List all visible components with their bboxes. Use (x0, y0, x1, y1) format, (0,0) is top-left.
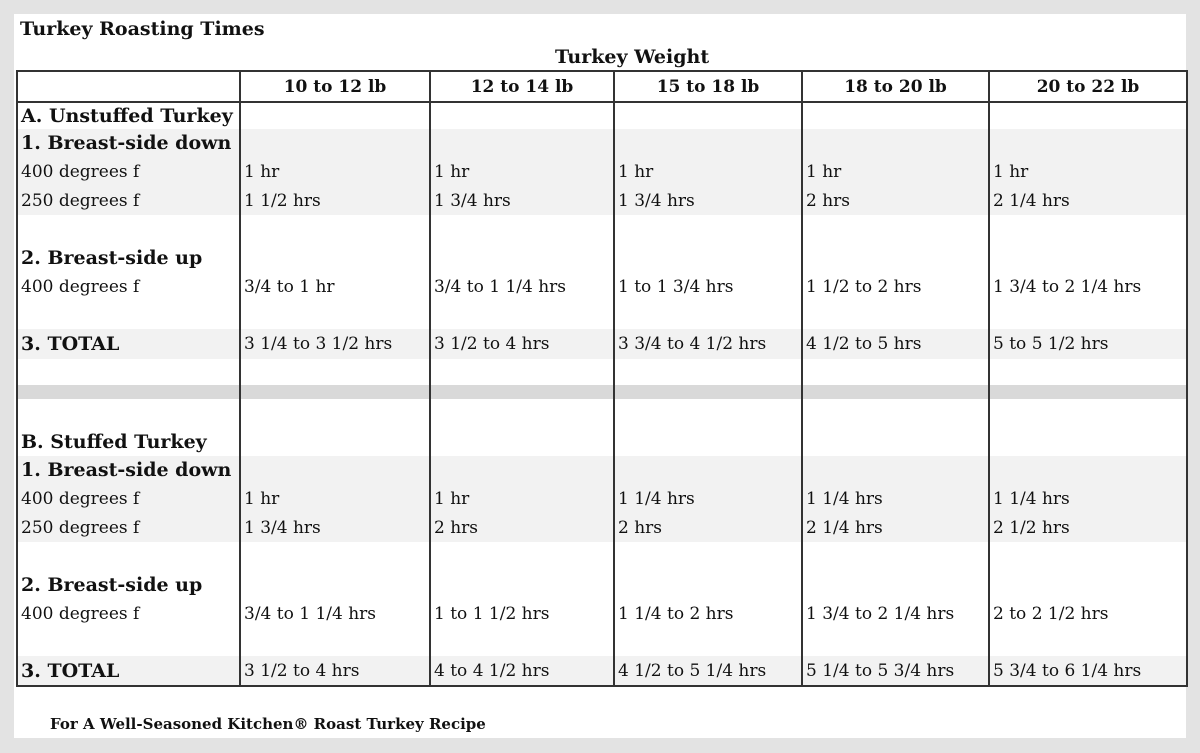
row-label: 400 degrees f (17, 484, 240, 513)
table-cell: 1 to 1 3/4 hrs (614, 272, 802, 302)
table-cell: 3/4 to 1 1/4 hrs (240, 599, 430, 629)
table-cell: 4 1/2 to 5 1/4 hrs (614, 656, 802, 686)
table-cell: 1 hr (802, 157, 989, 186)
table-cell: 4 1/2 to 5 hrs (802, 329, 989, 359)
section-title: B. Stuffed Turkey (21, 430, 207, 453)
total-label: 3. TOTAL (17, 656, 240, 686)
footer-note: For A Well-Seasoned Kitchen® Roast Turkey Recipe (50, 715, 486, 733)
table-row (17, 157, 1187, 186)
subsection-label: 2. Breast-side up (21, 574, 203, 596)
row-label: 400 degrees f (21, 277, 140, 297)
header-corner (17, 71, 240, 102)
total-row (17, 329, 1187, 359)
column-header: 12 to 14 lb (430, 71, 614, 102)
table-cell: 1 3/4 to 2 1/4 hrs (802, 599, 989, 629)
column-header: 18 to 20 lb (802, 71, 989, 102)
subsection-row (17, 571, 1187, 599)
table-cell: 2 to 2 1/2 hrs (989, 599, 1187, 629)
subsection-label: 1. Breast-side down (17, 456, 240, 484)
section-title: A. Unstuffed Turkey (21, 105, 233, 127)
table-cell: 1 1/4 to 2 hrs (614, 599, 802, 629)
column-header: 15 to 18 lb (614, 71, 802, 102)
table-cell: 1 hr (430, 157, 614, 186)
subsection-row (17, 129, 1187, 157)
row-label: 250 degrees f (17, 513, 240, 542)
table-cell: 1 hr (430, 484, 614, 513)
page-title: Turkey Roasting Times (20, 18, 265, 40)
table-cell: 2 hrs (802, 186, 989, 215)
table-cell: 5 3/4 to 6 1/4 hrs (989, 656, 1187, 686)
table-cell: 2 hrs (430, 513, 614, 542)
table-row (17, 484, 1187, 513)
table-row (17, 513, 1187, 542)
spacer-row (17, 629, 1187, 656)
table-cell: 1 1/4 hrs (989, 484, 1187, 513)
table-cell: 1 1/2 to 2 hrs (802, 272, 989, 302)
subsection-label: 1. Breast-side down (17, 129, 240, 157)
section-divider (17, 385, 1187, 399)
row-label: 400 degrees f (17, 157, 240, 186)
table-cell: 5 1/4 to 5 3/4 hrs (802, 656, 989, 686)
table-cell: 1 hr (614, 157, 802, 186)
spacer-row (17, 399, 1187, 427)
table-cell: 3 1/2 to 4 hrs (240, 656, 430, 686)
table-cell: 1 1/4 hrs (614, 484, 802, 513)
subsection-row (17, 456, 1187, 484)
table-cell: 3 1/4 to 3 1/2 hrs (240, 329, 430, 359)
section-title-row (17, 427, 1187, 456)
spacer-row (17, 215, 1187, 244)
row-label: 400 degrees f (21, 604, 140, 624)
table-cell: 2 1/2 hrs (989, 513, 1187, 542)
table-cell: 3/4 to 1 1/4 hrs (430, 272, 614, 302)
table-cell: 1 3/4 hrs (614, 186, 802, 215)
roasting-times-table (16, 70, 1188, 687)
table-cell: 1 hr (989, 157, 1187, 186)
subsection-label: 2. Breast-side up (21, 247, 203, 269)
table-cell: 1 3/4 hrs (240, 513, 430, 542)
table-row (17, 186, 1187, 215)
table-cell: 1 1/4 hrs (802, 484, 989, 513)
table-cell: 1 to 1 1/2 hrs (430, 599, 614, 629)
column-header: 20 to 22 lb (989, 71, 1187, 102)
total-row (17, 656, 1187, 686)
table-row (17, 599, 1187, 629)
table-cell: 2 hrs (614, 513, 802, 542)
table-row (17, 272, 1187, 302)
table-cell: 5 to 5 1/2 hrs (989, 329, 1187, 359)
spacer-row (17, 542, 1187, 571)
subsection-row (17, 244, 1187, 272)
table-cell: 1 3/4 hrs (430, 186, 614, 215)
table-cell: 1 hr (240, 157, 430, 186)
section-title-row (17, 102, 1187, 129)
weight-group-header: Turkey Weight (555, 46, 710, 68)
table-cell: 3 1/2 to 4 hrs (430, 329, 614, 359)
row-label: 250 degrees f (17, 186, 240, 215)
table-cell: 1 1/2 hrs (240, 186, 430, 215)
spacer-row (17, 359, 1187, 385)
table-cell: 3 3/4 to 4 1/2 hrs (614, 329, 802, 359)
table-cell: 2 1/4 hrs (989, 186, 1187, 215)
column-header-row (17, 71, 1187, 102)
table-cell: 1 3/4 to 2 1/4 hrs (989, 272, 1187, 302)
column-header: 10 to 12 lb (240, 71, 430, 102)
table-cell: 1 hr (240, 484, 430, 513)
total-label: 3. TOTAL (17, 329, 240, 359)
table-cell: 3/4 to 1 hr (240, 272, 430, 302)
table-cell: 2 1/4 hrs (802, 513, 989, 542)
table-cell: 4 to 4 1/2 hrs (430, 656, 614, 686)
spacer-row (17, 302, 1187, 329)
